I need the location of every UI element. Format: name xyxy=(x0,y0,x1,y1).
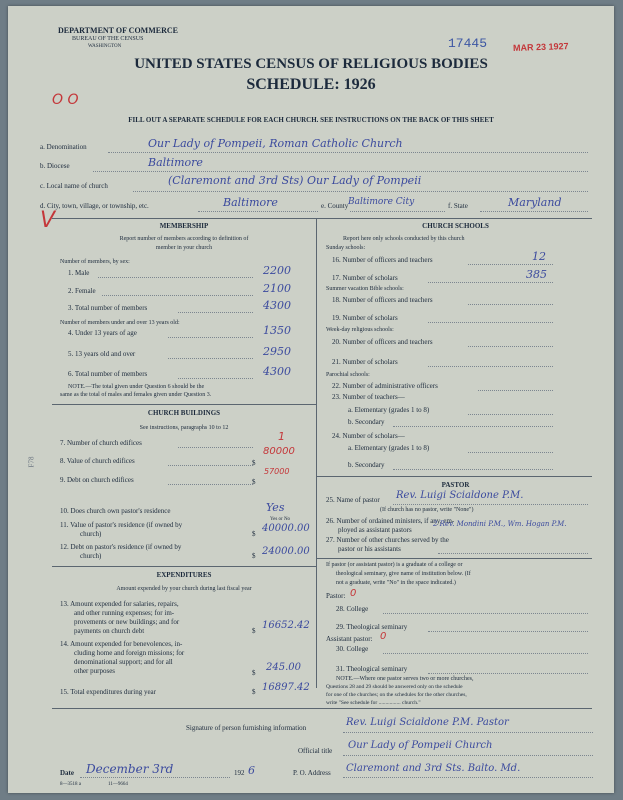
q29-label: 29. Theological seminary xyxy=(336,623,408,631)
q26-label-b: ployed as assistant pastors xyxy=(338,526,412,534)
q6-value[interactable]: 4300 xyxy=(263,365,291,378)
date-value[interactable]: December 3rd xyxy=(86,762,174,776)
q14-value[interactable]: 245.00 xyxy=(266,662,301,673)
q3-label: 3. Total number of members xyxy=(68,304,148,312)
q14-label-c: denominational support; and for all xyxy=(74,658,173,666)
year-prefix: 192 xyxy=(234,769,245,777)
q3-value[interactable]: 4300 xyxy=(263,299,291,312)
q12-label-b: church) xyxy=(80,552,102,560)
bureau-label: BUREAU OF THE CENSUS xyxy=(72,36,144,42)
q24b-label: b. Secondary xyxy=(348,461,385,469)
q27-label-a: 27. Number of other churches served by the xyxy=(326,536,449,544)
q11-label-b: church) xyxy=(80,530,102,538)
q6-label: 6. Total number of members xyxy=(68,370,148,378)
received-stamp: MAR 23 1927 xyxy=(512,41,569,53)
q9-value[interactable]: 57000 xyxy=(264,467,290,476)
membership-footnote-1: NOTE.—The total given under Question 6 should be the xyxy=(68,384,205,390)
q25-value[interactable]: Rev. Luigi Scialdone P.M. xyxy=(396,490,524,501)
po-address-value[interactable]: Claremont and 3rd Sts. Balto. Md. xyxy=(346,763,521,774)
county-value[interactable]: Baltimore City xyxy=(348,197,415,207)
city-field-value[interactable]: Baltimore xyxy=(223,196,278,209)
buildings-title: CHURCH BUILDINGS xyxy=(147,409,221,417)
q2-value[interactable]: 2100 xyxy=(263,282,291,295)
instructions-line: FILL OUT A SEPARATE SCHEDULE FOR EACH CHURCH. SEE INSTRUCTIONS ON THE BACK OF THIS SHEET xyxy=(128,116,494,124)
q27-label-b: pastor or his assistants xyxy=(338,545,401,553)
yes-no-hint: Yes or No xyxy=(270,517,291,522)
date-label: Date xyxy=(60,769,74,777)
county-label: e. County xyxy=(321,202,349,210)
po-address-label: P. O. Address xyxy=(293,769,331,777)
age-label: Number of members under and over 13 years old: xyxy=(60,320,180,326)
q13-label-a: 13. Amount expended for salaries, repairs, xyxy=(60,600,179,608)
census-schedule-sheet: DEPARTMENT OF COMMERCE BUREAU OF THE CENSUS WASHINGTON 17445 MAR 23 1927 O O UNITED STATES CENSUS OF RELIGIOUS BODIES SCHEDULE: 1926 FILL OUT A SEPARATE SCHEDULE FOR EACH CHURCH. SEE INSTRUCTIONS ON THE BACK OF THIS SHEET a. Denomination Our Lady of Pompeii, Roman Catholic Church b. Diocese Baltimore c. Local name of church (Claremont and 3rd Sts) Our Lady of Pompeii d. City, town, village, or township, etc. Baltimore e. County Baltimore City f. State Maryland V MEMBERSHIP Report number of members according to definition of member in your church Number of members, by sex: 1. Male 2200 2. Female 2100 3. Total number of members 4300 Number of members under and over 13 years old: 4. Under 13 years of age 1350 5. 13 years old and over 2950 6. Total number of members 4300 NOTE.—The total given under Question 6 should be the same as the total of males and females given under Question 3. CHURCH BUILDINGS See instructions, paragraphs 10 to 12 7. Number of church edifices 1 8. Value of church edifices $ 80000 9. Debt on church edifices $ 57000 10. Does church own pastor's residence Yes Yes or No 11. Value of pastor's residence (if owned by church) $ 40000.00 12. Debt on pastor's residence (if owned by church) $ 24000.00 EXPENDITURES Amount expended by your church during last fiscal year 13. Amount expended for salaries, repairs, and other running expenses; for im- provements or new buildings; and for payments on church debt $ 16652.42 14. Amount expended for benevolences, in- cluding home and foreign missions; for denominational support; and for all other purposes $ 245.00 15. Total expenditures during year $ 16897.42 CHURCH SCHOOLS Report here only schools conducted by this church Sunday schools: 16. Number of officers and teachers 12 17. Number of scholars 385 Summer vacation Bible schools: 18. Number of officers and teachers 19. Number of scholars Week-day religious schools: 20. Number of officers and teachers 21. Number of scholars Parochial schools: 22. Number of administrative officers 23. Number of teachers— a. Elementary (grades 1 to 8) b. Secondary 24. Number of scholars— a. Elementary (grades 1 to 8) b. Secondary PASTOR 25. Name of pastor Rev. Luigi Scialdone P.M. (If church has no pastor, write "None") 26. Number of ordained ministers, if any, em- ployed as assistant pastors 2 Rev. Mondini P.M., Wm. Hogan P.M. 27. Number of other churches served by the pastor or his assistants If pastor (or assistant pastor) is a graduate of a college or theological seminary, give name of institution below. (If not a graduate, write "No" in the space indicated.) Pastor: 0 28. College 29. Theological seminary Assistant pastor: 0 30. College 31. Theological seminary NOTE.—Where one pastor serves two or more churches, Questions 28 and 29 should be answered only on the schedule for one of the churches; on the schedules for the other churches, write "See schedule for ................ church." Signature of person furnishing information Rev. Luigi Scialdone P.M. Pastor Official title Our Lady of Pompeii Church Date December 3rd 192 6 P. O. Address Claremont and 3rd Sts. Balto. Md. 8—3518 a 11—9664 F78 xyxy=(8,6,614,793)
denomination-value[interactable]: Our Lady of Pompeii, Roman Catholic Church xyxy=(148,137,403,150)
bysex-label: Number of members, by sex: xyxy=(60,259,130,265)
pastor-note-2: Questions 28 and 29 should be answered only on the schedule xyxy=(326,684,463,690)
local-name-label: c. Local name of church xyxy=(40,182,108,190)
buildings-sub: See instructions, paragraphs 10 to 12 xyxy=(139,425,229,431)
q4-label: 4. Under 13 years of age xyxy=(68,329,137,337)
q10-label: 10. Does church own pastor's residence xyxy=(60,507,171,515)
q23b-label: b. Secondary xyxy=(348,418,385,426)
pastor-note-3: for one of the churches; on the schedules for the other churches, xyxy=(326,692,467,698)
q23a-label: a. Elementary (grades 1 to 8) xyxy=(348,406,430,414)
q13-label-c: provements or new buildings; and for xyxy=(74,618,180,626)
state-label: f. State xyxy=(448,202,468,210)
signature-value[interactable]: Rev. Luigi Scialdone P.M. Pastor xyxy=(346,717,509,728)
q9-label: 9. Debt on church edifices xyxy=(60,476,134,484)
q31-label: 31. Theological seminary xyxy=(336,665,408,673)
pastor-grad-label: Pastor: xyxy=(326,592,346,600)
assistant-grad-value[interactable]: 0 xyxy=(380,631,387,642)
schools-title: CHURCH SCHOOLS xyxy=(422,222,489,230)
pastor-ins-3: not a graduate, write "No" in the space indicated.) xyxy=(336,580,456,586)
year-value[interactable]: 6 xyxy=(248,764,255,777)
q12-value[interactable]: 24000.00 xyxy=(262,546,310,557)
q2-label: 2. Female xyxy=(68,287,96,295)
schools-note: Report here only schools conducted by this church xyxy=(343,236,465,242)
q21-label: 21. Number of scholars xyxy=(332,358,398,366)
q13-label-d: payments on church debt xyxy=(74,627,145,635)
margin-note: F78 xyxy=(27,456,36,468)
q8-value[interactable]: 80000 xyxy=(263,446,295,457)
q15-label: 15. Total expenditures during year xyxy=(60,688,156,696)
membership-title: MEMBERSHIP xyxy=(159,222,209,230)
q23-label: 23. Number of teachers— xyxy=(332,393,405,401)
q7-value[interactable]: 1 xyxy=(278,430,285,443)
q24a-label: a. Elementary (grades 1 to 8) xyxy=(348,444,430,452)
q25-note: (If church has no pastor, write "None") xyxy=(380,507,474,513)
pastor-ins-1: If pastor (or assistant pastor) is a graduate of a college or xyxy=(326,562,463,568)
expenditures-title: EXPENDITURES xyxy=(156,571,212,579)
q17-value[interactable]: 385 xyxy=(526,268,547,281)
pastor-note-4: write "See schedule for ................ church." xyxy=(326,700,421,706)
q8-label: 8. Value of church edifices xyxy=(60,457,135,465)
q7-label: 7. Number of church edifices xyxy=(60,439,142,447)
q1-label: 1. Male xyxy=(68,269,90,277)
q28-label: 28. College xyxy=(336,605,369,613)
q16-value[interactable]: 12 xyxy=(532,250,546,263)
schedule-title: SCHEDULE: 1926 xyxy=(246,76,376,93)
denomination-label: a. Denomination xyxy=(40,143,87,151)
pastor-note-1: NOTE.—Where one pastor serves two or more churches, xyxy=(336,676,474,682)
q18-label: 18. Number of officers and teachers xyxy=(332,296,433,304)
expenditures-sub: Amount expended by your church during last fiscal year xyxy=(116,586,252,592)
print-code-1: 8—3518 a xyxy=(60,782,81,787)
q26-value[interactable]: 2 Rev. Mondini P.M., Wm. Hogan P.M. xyxy=(433,520,567,528)
q16-label: 16. Number of officers and teachers xyxy=(332,256,433,264)
pastor-grad-value[interactable]: 0 xyxy=(350,588,357,599)
q11-value[interactable]: 40000.00 xyxy=(262,523,310,534)
q24-label: 24. Number of scholars— xyxy=(332,432,405,440)
form-title: UNITED STATES CENSUS OF RELIGIOUS BODIES xyxy=(134,56,488,72)
q5-value[interactable]: 2950 xyxy=(263,345,291,358)
q10-value[interactable]: Yes xyxy=(266,501,285,514)
print-code-2: 11—9664 xyxy=(108,782,128,787)
q22-label: 22. Number of administrative officers xyxy=(332,382,438,390)
membership-note-1: Report number of members according to definition of xyxy=(119,236,249,242)
q13-value[interactable]: 16652.42 xyxy=(262,620,310,631)
q14-label-a: 14. Amount expended for benevolences, in- xyxy=(60,640,183,648)
assistant-grad-label: Assistant pastor: xyxy=(326,635,373,643)
summer-label: Summer vacation Bible schools: xyxy=(326,286,404,292)
q30-label: 30. College xyxy=(336,645,369,653)
official-title-value[interactable]: Our Lady of Pompeii Church xyxy=(348,740,493,751)
q25-label: 25. Name of pastor xyxy=(326,496,380,504)
q19-label: 19. Number of scholars xyxy=(332,314,398,322)
q13-label-b: and other running expenses; for im- xyxy=(74,609,175,617)
q4-value[interactable]: 1350 xyxy=(263,324,291,337)
pastor-title: PASTOR xyxy=(441,481,470,489)
city-field-label: d. City, town, village, or township, etc. xyxy=(40,202,149,210)
q14-label-d: other purposes xyxy=(74,667,116,675)
parochial-label: Parochial schools: xyxy=(326,372,370,378)
q20-label: 20. Number of officers and teachers xyxy=(332,338,433,346)
q26-label-a: 26. Number of ordained ministers, if any, em- xyxy=(326,517,455,525)
local-name-value[interactable]: (Claremont and 3rd Sts) Our Lady of Pompeii xyxy=(168,174,422,187)
schedule-number: 17445 xyxy=(448,36,488,51)
signature-label: Signature of person furnishing information xyxy=(186,724,307,732)
q14-label-b: cluding home and foreign missions; for xyxy=(74,649,185,657)
membership-footnote-2: same as the total of males and females given under Question 3. xyxy=(60,392,212,398)
weekday-label: Week-day religious schools: xyxy=(326,327,394,333)
check-mark: V xyxy=(40,208,56,233)
membership-note-2: member in your church xyxy=(155,245,213,251)
q15-value[interactable]: 16897.42 xyxy=(262,682,310,693)
official-title-label: Official title xyxy=(298,747,333,755)
diocese-label: b. Diocese xyxy=(40,162,70,170)
corner-mark: O O xyxy=(52,92,79,108)
q17-label: 17. Number of scholars xyxy=(332,274,398,282)
q12-label-a: 12. Debt on pastor's residence (if owned by xyxy=(60,543,182,551)
pastor-ins-2: theological seminary, give name of institution below. (If xyxy=(336,571,471,577)
q11-label-a: 11. Value of pastor's residence (if owned by xyxy=(60,521,183,529)
state-value[interactable]: Maryland xyxy=(508,196,562,209)
department-label: DEPARTMENT OF COMMERCE xyxy=(58,26,179,35)
q1-value[interactable]: 2200 xyxy=(263,264,291,277)
q5-label: 5. 13 years old and over xyxy=(68,350,136,358)
city-label: WASHINGTON xyxy=(88,44,122,49)
diocese-value[interactable]: Baltimore xyxy=(148,156,203,169)
sunday-label: Sunday schools: xyxy=(326,245,366,251)
